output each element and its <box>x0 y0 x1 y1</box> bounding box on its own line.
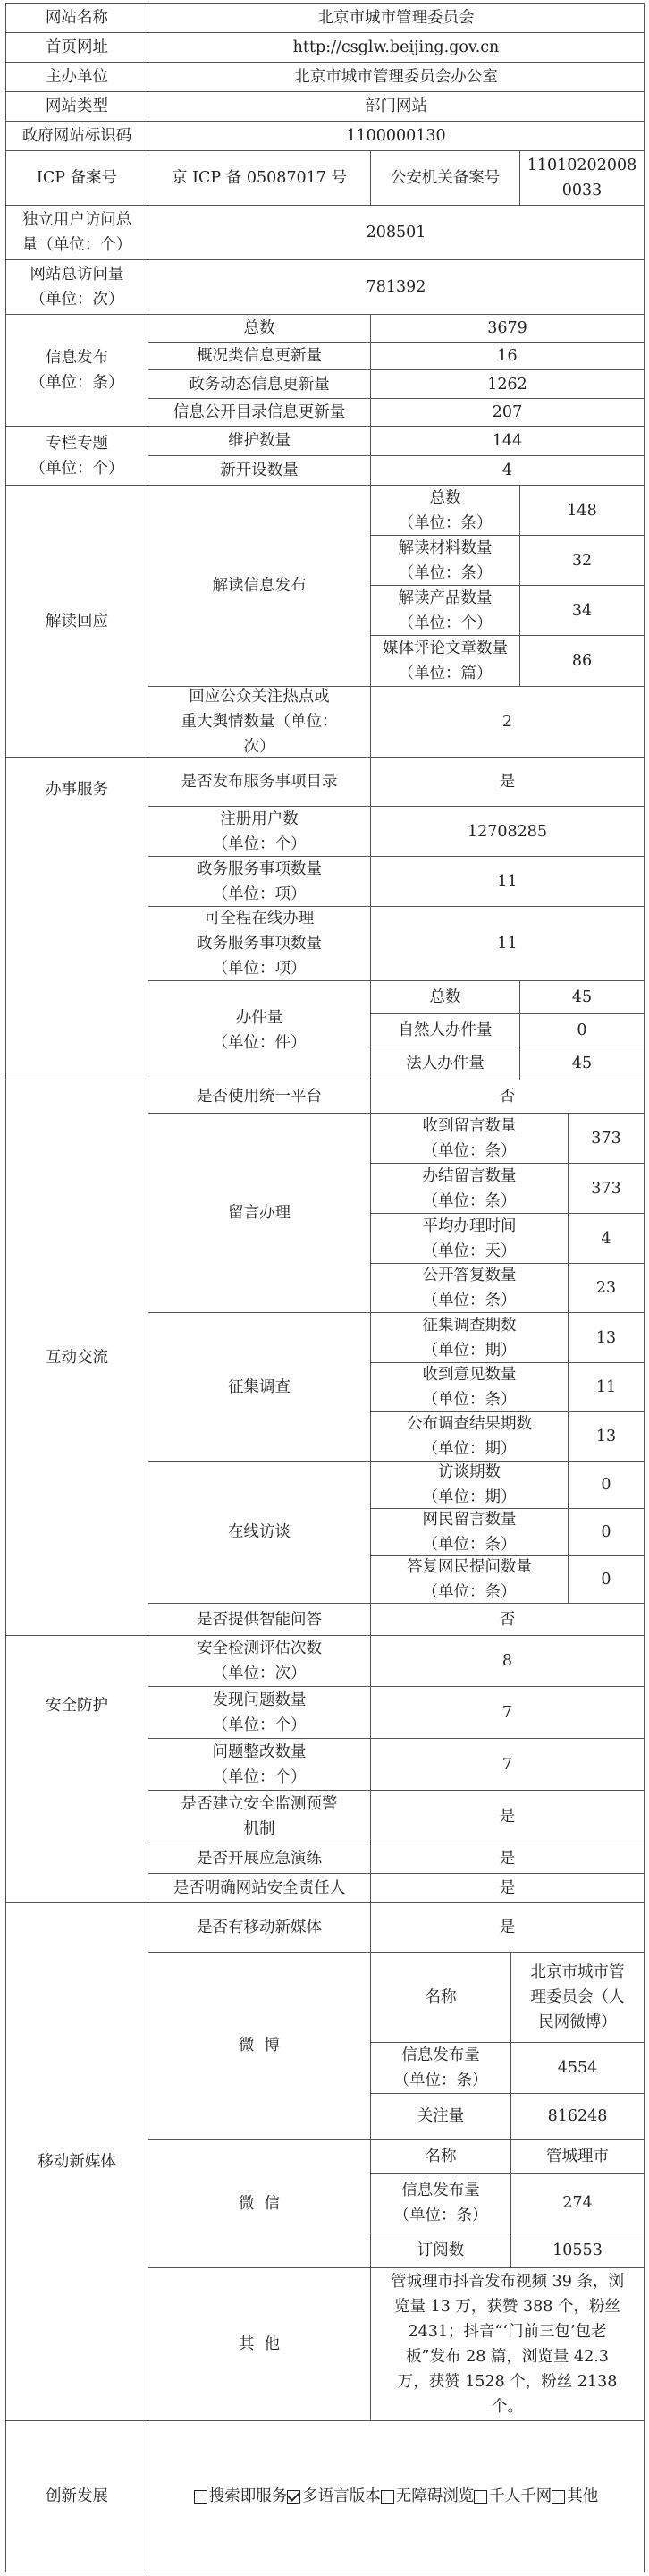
site-type-value: 部门网站 <box>148 91 645 122</box>
weibo-fans-value: 816248 <box>510 2093 645 2140</box>
iv-reply-value: 0 <box>568 1555 645 1604</box>
info-dynamic-label: 政务动态信息更新量 <box>148 369 371 399</box>
security-fixed-value: 7 <box>370 1738 645 1791</box>
police-value: 11010202008 0033 <box>519 150 645 206</box>
interact-msg-label: 留言办理 <box>148 1113 371 1313</box>
weibo-pub-label: 信息发布量 （单位：条） <box>370 2042 511 2094</box>
interact-smart-value: 否 <box>370 1603 645 1636</box>
interpret-media-label: 媒体评论文章数量 （单位：篇） <box>370 635 520 687</box>
info-dynamic-value: 1262 <box>370 369 645 399</box>
wechat-sub-value: 10553 <box>510 2233 645 2268</box>
interpret-material-value: 32 <box>519 535 645 586</box>
gov-id-label: 政府网站标识码 <box>5 121 148 151</box>
wechat-name-label: 名称 <box>370 2139 511 2174</box>
security-owner-label: 是否明确网站安全责任人 <box>148 1873 371 1903</box>
site-type-label: 网站类型 <box>5 91 148 122</box>
msg-recv-value: 373 <box>568 1113 645 1164</box>
survey-count-label: 征集调查期数 （单位：期） <box>370 1312 569 1363</box>
msg-pub-label: 公开答复数量 （单位：条） <box>370 1263 569 1313</box>
iv-msg-label: 网民留言数量 （单位：条） <box>370 1508 569 1556</box>
interpret-media-value: 86 <box>519 635 645 687</box>
info-overview-value: 16 <box>370 342 645 370</box>
gov-id-value: 1100000130 <box>148 121 645 151</box>
msg-pub-value: 23 <box>568 1263 645 1313</box>
checkbox-icon[interactable] <box>194 2490 207 2504</box>
iv-msg-value: 0 <box>568 1508 645 1556</box>
column-new-label: 新开设数量 <box>148 455 371 486</box>
service-users-label: 注册用户数 （单位：个） <box>148 806 371 857</box>
service-handle-label: 办件量 （单位：件） <box>148 980 371 1080</box>
service-label: 办事服务 <box>5 757 148 1080</box>
info-overview-label: 概况类信息更新量 <box>148 342 371 370</box>
uv-label: 独立用户访问总 量（单位：个） <box>5 205 148 260</box>
interpret-response-value: 2 <box>370 686 645 758</box>
info-release-label: 信息发布 （单位：条） <box>5 314 148 427</box>
pv-value: 781392 <box>148 259 645 315</box>
homepage-label: 首页网址 <box>5 32 148 63</box>
icp-value: 京 ICP 备 05087017 号 <box>148 150 371 206</box>
checkbox-icon[interactable] <box>552 2490 565 2504</box>
wechat-label: 微 信 <box>148 2139 371 2268</box>
iv-reply-label: 答复网民提问数量 （单位：条） <box>370 1555 569 1604</box>
checkbox-icon[interactable] <box>474 2490 487 2504</box>
weibo-fans-label: 关注量 <box>370 2093 511 2140</box>
service-online-value: 11 <box>370 906 645 981</box>
innovation-option-multilang[interactable] <box>287 2484 381 2509</box>
security-eval-value: 8 <box>370 1635 645 1687</box>
option-label: 无障碍浏览 <box>395 2487 475 2505</box>
security-drill-label: 是否开展应急演练 <box>148 1843 371 1874</box>
interact-interview-label: 在线访谈 <box>148 1461 371 1604</box>
other-value: 管城理市抖音发布视频 39 条，浏 览量 13 万，获赞 388 个，粉丝 2431；抖音“‘门前三包’包老 板”发布 28 篇，浏览量 42.3 万，获赞 1528 个，粉丝 2138 个。 <box>370 2267 645 2421</box>
interpret-release-label: 解读信息发布 <box>148 485 371 687</box>
info-catalog-value: 207 <box>370 398 645 427</box>
service-person-label: 自然人办件量 <box>370 1013 520 1047</box>
service-online-label: 可全程在线办理 政务服务事项数量 （单位：项） <box>148 906 371 981</box>
site-name-value: 北京市城市管理委员会 <box>148 3 645 33</box>
interact-smart-label: 是否提供智能问答 <box>148 1603 371 1636</box>
survey-pub-label: 公布调查结果期数 （单位：期） <box>370 1411 569 1462</box>
innovation-option-accessibility[interactable] <box>381 2484 475 2509</box>
column-label: 专栏专题 （单位：个） <box>5 426 148 486</box>
iv-count-label: 访谈期数 （单位：期） <box>370 1461 569 1509</box>
interpret-product-value: 34 <box>519 585 645 636</box>
security-eval-label: 安全检测评估次数 （单位：次） <box>148 1635 371 1687</box>
option-label: 千人千网 <box>489 2487 552 2505</box>
interpret-response-label: 回应公众关注热点或 重大舆情数量（单位： 次） <box>148 686 371 758</box>
service-items-value: 11 <box>370 856 645 907</box>
service-catalog-label: 是否发布服务事项目录 <box>148 757 371 807</box>
service-person-value: 0 <box>519 1013 645 1047</box>
innovation-label: 创新发展 <box>5 2420 148 2572</box>
column-maintain-label: 维护数量 <box>148 426 371 456</box>
service-catalog-value: 是 <box>370 757 645 807</box>
survey-opinion-value: 11 <box>568 1362 645 1412</box>
service-corp-value: 45 <box>519 1046 645 1080</box>
msg-done-value: 373 <box>568 1163 645 1214</box>
security-warn-value: 是 <box>370 1790 645 1843</box>
survey-opinion-label: 收到意见数量 （单位：条） <box>370 1362 569 1412</box>
service-items-label: 政务服务事项数量 （单位：项） <box>148 856 371 907</box>
column-new-value: 4 <box>370 455 645 486</box>
service-corp-label: 法人办件量 <box>370 1046 520 1080</box>
interpret-material-label: 解读材料数量 （单位：条） <box>370 535 520 586</box>
service-users-value: 12708285 <box>370 806 645 857</box>
homepage-value: http://csglw.beijing.gov.cn <box>148 32 645 63</box>
survey-pub-value: 13 <box>568 1411 645 1462</box>
option-label: 其他 <box>567 2487 599 2505</box>
security-owner-value: 是 <box>370 1873 645 1903</box>
interpret-total-value: 148 <box>519 485 645 536</box>
other-label: 其 他 <box>148 2267 371 2421</box>
innovation-option-personalized[interactable] <box>474 2484 552 2509</box>
option-label: 多语言版本 <box>302 2487 381 2505</box>
security-found-value: 7 <box>370 1686 645 1739</box>
wechat-pub-value: 274 <box>510 2173 645 2233</box>
interact-label: 互动交流 <box>5 1080 148 1636</box>
site-name-label: 网站名称 <box>5 3 148 33</box>
interpret-product-label: 解读产品数量 （单位：个） <box>370 585 520 636</box>
weibo-label: 微 博 <box>148 1952 371 2140</box>
pv-label: 网站总访问量 （单位：次） <box>5 259 148 315</box>
sponsor-value: 北京市城市管理委员会办公室 <box>148 62 645 92</box>
survey-count-value: 13 <box>568 1312 645 1363</box>
interpret-label: 解读回应 <box>5 485 148 758</box>
service-handle-total-value: 45 <box>519 980 645 1014</box>
security-label: 安全防护 <box>5 1635 148 1903</box>
iv-count-value: 0 <box>568 1461 645 1509</box>
msg-recv-label: 收到留言数量 （单位：条） <box>370 1113 569 1164</box>
weibo-name-value: 北京市城市管 理委员会（人 民网微博） <box>510 1952 645 2043</box>
innovation-options <box>148 2420 645 2572</box>
mobile-has-value: 是 <box>370 1902 645 1953</box>
msg-time-value: 4 <box>568 1213 645 1264</box>
checkbox-icon[interactable] <box>381 2490 394 2504</box>
checkbox-checked-icon[interactable] <box>287 2490 300 2504</box>
uv-value: 208501 <box>148 205 645 260</box>
mobile-label: 移动新媒体 <box>5 1902 148 2421</box>
sponsor-label: 主办单位 <box>5 62 148 92</box>
interact-platform-value: 否 <box>370 1080 645 1114</box>
icp-label: ICP 备案号 <box>5 150 148 206</box>
msg-time-label: 平均办理时间 （单位：天） <box>370 1213 569 1264</box>
interact-platform-label: 是否使用统一平台 <box>148 1080 371 1114</box>
security-fixed-label: 问题整改数量 （单位：个） <box>148 1738 371 1791</box>
info-total-value: 3679 <box>370 314 645 343</box>
innovation-option-search[interactable] <box>194 2484 288 2509</box>
service-handle-total-label: 总数 <box>370 980 520 1014</box>
security-drill-value: 是 <box>370 1843 645 1874</box>
wechat-name-value: 管城理市 <box>510 2139 645 2174</box>
column-maintain-value: 144 <box>370 426 645 456</box>
police-label: 公安机关备案号 <box>370 150 520 206</box>
security-warn-label: 是否建立安全监测预警 机制 <box>148 1790 371 1843</box>
innovation-option-other[interactable] <box>552 2484 598 2509</box>
wechat-pub-label: 信息发布量 （单位：条） <box>370 2173 511 2233</box>
interpret-total-label: 总数 （单位：条） <box>370 485 520 536</box>
mobile-has-label: 是否有移动新媒体 <box>148 1902 371 1953</box>
weibo-pub-value: 4554 <box>510 2042 645 2094</box>
weibo-name-label: 名称 <box>370 1952 511 2043</box>
option-label: 搜索即服务 <box>208 2487 288 2505</box>
security-found-label: 发现问题数量 （单位：个） <box>148 1686 371 1739</box>
interact-survey-label: 征集调查 <box>148 1312 371 1462</box>
info-catalog-label: 信息公开目录信息更新量 <box>148 398 371 427</box>
info-total-label: 总数 <box>148 314 371 343</box>
msg-done-label: 办结留言数量 （单位：条） <box>370 1163 569 1214</box>
wechat-sub-label: 订阅数 <box>370 2233 511 2268</box>
